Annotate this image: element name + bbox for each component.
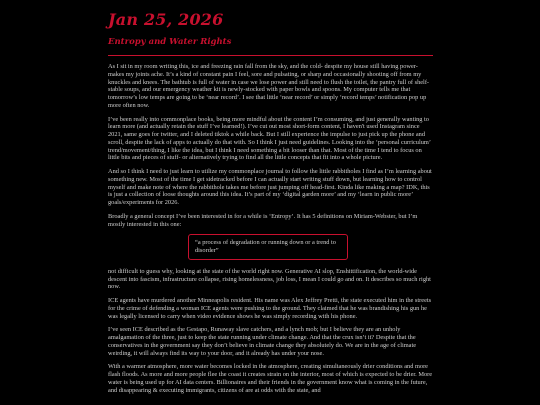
title-divider [108, 55, 433, 56]
paragraph-ice-agents: ICE agents have murdered another Minneapolis resident. His name was Alex Jeffrey Pretti, the state executed him in the streets for the crime of defending a woman ICE agents were pushing to the ground. They claimed that he was brandishing his gun he was legally licensed to carry when video evidence shows he was simply recording with his phone. [108, 297, 432, 320]
paragraph-rabbitholes: And so I think I need to just learn to utilize my commonplace journal to follow the little rabbitholes I find as I’m learning about something new. Most of the time I get sidetracked before I can actually start writing stuff down, but learning how to control myself and make note of where the rabbithole takes me before just jumping off head-first. Kinda like making a map? IDK, this is just a collection of loose thoughts around this idea. It’s part of my ‘digital garden more’ and my ‘learn in public more’ goals/experiments for 2026. [108, 168, 432, 206]
post-date-heading: Jan 25, 2026 [108, 10, 224, 29]
paragraph-water-atmosphere: With a warmer atmosphere, more water becomes locked in the atmosphere, creating simultaneously drier conditions and more flash floods. As more and more people flee the coast it creates strain on the interior, most of which is expected to be drier. More water is being used up for AI data centers. Billionaires and their friends in the government know what is coming in the future, and disappearing & executing immigrants, citizens of are at odds with the state, and [108, 363, 433, 394]
paragraph-climate-weirding: I’ve seen ICE described as the Gestapo, Runaway slave catchers, and a lynch mob; but I believe they are an unholy amalgamation of the three, just to keep the state running under climate change. And that the crux isn’t it? Despite that the conservatives in the government say they don’t believe in climate change they absolutely do. We are in the age of climate weirding, it will always find its way to your door, and it already has under your nose. [108, 326, 417, 357]
paragraph-commonplace-books: I’ve been really into commonplace books, being more mindful about the content I’m consuming, and just generally wanting to learn more (and actually retain the stuff I’ve learned!). I’ve cut out most short-form content, I haven't used Instagram since 2021, same goes for twitter, and I deleted tiktok a while back. But I still experience the impulse to just pick up the phone and scroll, despite the lack of apps to actually do that with. So I think I just need guidelines. Looking into the ‘personal curriculum’ trend/movement/thing, I like the idea, but I think I need something a bit looser than that. Most of the time I tend to focus on little bits and pieces of stuff- or alternatively trying to find all the little concepts that fit into a whole picture. [108, 115, 431, 162]
post-body [108, 63, 433, 400]
paragraph-state-of-world: not difficult to guess why, looking at the state of the world right now. Generative AI slop, Enshittification, the world-wide descent into fascism, infrastructure collapse, rising homelessness, job loss, I mean I could go and on. It describes so much right now. [108, 267, 431, 291]
post-title: Entropy and Water Rights [108, 37, 232, 47]
paragraph-winter-storm: As I sit in my room writing this, ice and freezing rain fall from the sky, and the cold- despite my house still having power- makes my joints ache. It’s a kind of constant pain I feel, sore and pulsating, or sharp and occasionally shooting off from my knuckles and knees. The bathtub is full of water in case we lose power and still need to flush the toilet, the pantry full of shelf-stable soups, and our emergency weather kit is newly-stocked with paper bowls and spoons. My computer tells me that tomorrow’s low temps are going to be ‘near record’. I see that little ‘near record’ or simply ‘record temps’ notification pop up more often now. [108, 63, 430, 109]
entropy-definition-quote [188, 234, 348, 260]
quote-text: “a process of degradation or running down or a trend to disorder” [195, 239, 336, 254]
paragraph-entropy-intro: Broadly a general concept I’ve been interested in for a while is ‘Entropy’. It has 5 definitions on Miriam-Webster, but I’m mostly interested in this one: [108, 212, 418, 228]
